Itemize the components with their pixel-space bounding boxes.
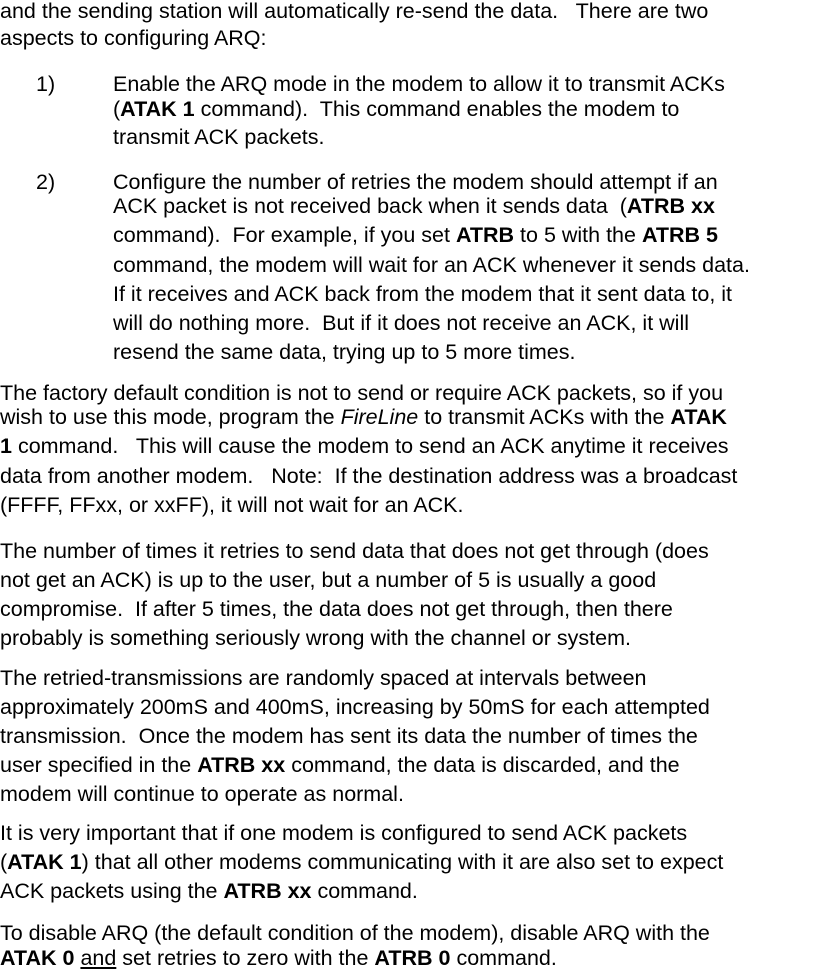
default-line-3: 1 command. This will cause the modem to send an ACK anytime it receives: [0, 434, 729, 458]
retries-line-4: probably is something seriously wrong with the channel or system.: [0, 626, 631, 650]
step-2-line-6: will do nothing more. But if it does not receive an ACK, it will: [113, 311, 689, 335]
step-2-line-1: Configure the number of retries the modem should attempt if an: [113, 170, 718, 194]
step-2-line-7: resend the same data, trying up to 5 more times.: [113, 340, 576, 364]
spacing-line-1: The retried-transmissions are randomly spaced at intervals between: [0, 666, 647, 690]
step-1-line-2: (ATAK 1 command). This command enables the modem to: [113, 97, 680, 121]
step-2-line-5: If it receives and ACK back from the modem that it sent data to, it: [113, 282, 733, 306]
step-2-number: 2): [36, 170, 56, 194]
step-1-line-1: Enable the ARQ mode in the modem to allow it to transmit ACKs: [113, 72, 725, 96]
intro-line-1: and the sending station will automatically re-send the data. There are two: [0, 0, 709, 23]
important-line-1: It is very important that if one modem is configured to send ACK packets: [0, 821, 688, 845]
step-2-line-4: command, the modem will wait for an ACK whenever it sends data.: [113, 253, 750, 277]
default-line-4: data from another modem. Note: If the destination address was a broadcast: [0, 464, 738, 488]
command-atak-1: ATAK 1: [120, 97, 195, 121]
underlined-and: and: [80, 946, 117, 970]
spacing-line-3: transmission. Once the modem has sent its data the number of times the: [0, 724, 698, 748]
default-line-1: The factory default condition is not to send or require ACK packets, so if you: [0, 381, 724, 405]
spacing-line-5: modem will continue to operate as normal.: [0, 782, 404, 806]
important-line-3: ACK packets using the ATRB xx command.: [0, 879, 418, 903]
disable-line-2: ATAK 0 and set retries to zero with the ATRB 0 command.: [0, 946, 557, 970]
step-2-line-3: command). For example, if you set ATRB to 5 with the ATRB 5: [113, 223, 719, 247]
step-1-number: 1): [36, 72, 56, 96]
product-name: FireLine: [340, 405, 419, 429]
spacing-line-4: user specified in the ATRB xx command, the data is discarded, and the: [0, 753, 680, 777]
spacing-line-2: approximately 200mS and 400mS, increasing by 50mS for each attempted: [0, 695, 710, 719]
step-1-line-3: transmit ACK packets.: [113, 125, 325, 149]
retries-line-1: The number of times it retries to send data that does not get through (does: [0, 539, 709, 563]
default-line-2: wish to use this mode, program the FireLine to transmit ACKs with the ATAK: [0, 405, 727, 429]
retries-line-2: not get an ACK) is up to the user, but a number of 5 is usually a good: [0, 568, 657, 592]
disable-line-1: To disable ARQ (the default condition of the modem), disable ARQ with the: [0, 921, 710, 945]
default-line-5: (FFFF, FFxx, or xxFF), it will not wait for an ACK.: [0, 493, 464, 517]
step-2-line-2: ACK packet is not received back when it sends data (ATRB xx: [113, 194, 715, 218]
intro-line-2: aspects to configuring ARQ:: [0, 26, 267, 50]
command-atrb-xx: ATRB xx: [626, 194, 715, 218]
important-line-2: (ATAK 1) that all other modems communicating with it are also set to expect: [0, 850, 724, 874]
retries-line-3: compromise. If after 5 times, the data does not get through, then there: [0, 597, 673, 621]
